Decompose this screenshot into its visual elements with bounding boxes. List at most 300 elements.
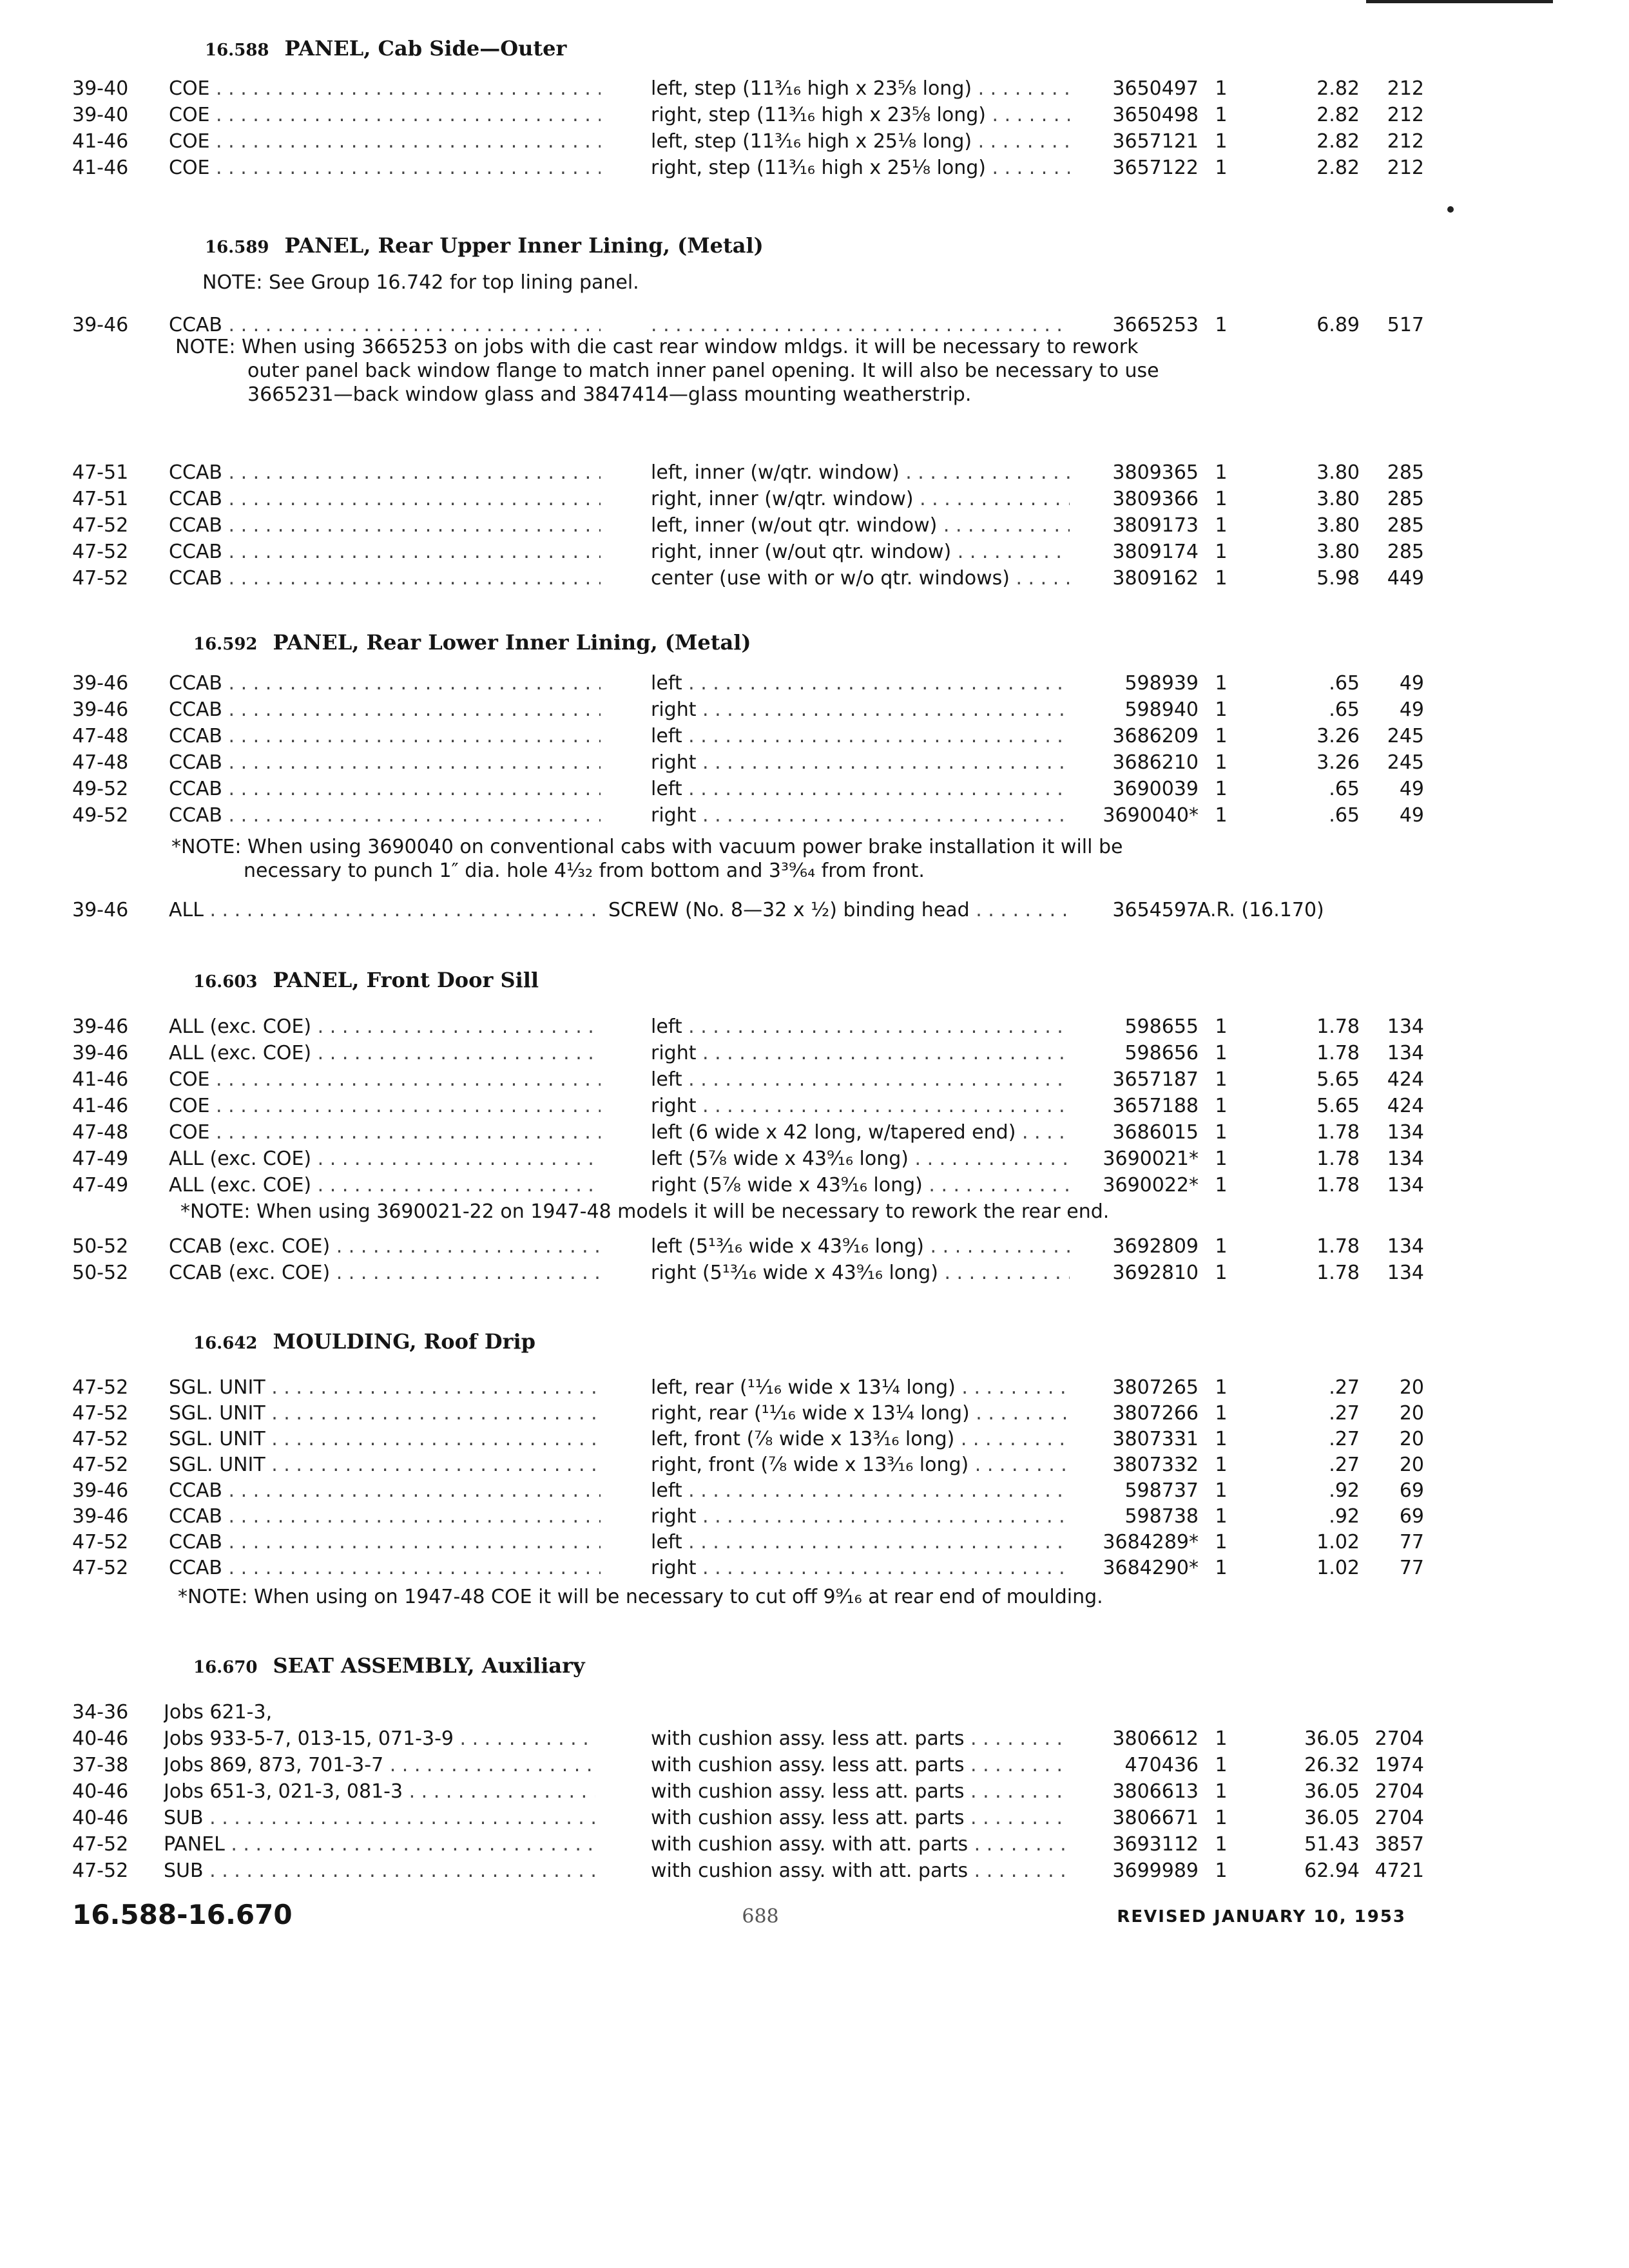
price: 6.89 [1316, 314, 1360, 336]
description: left . . . [651, 1529, 1070, 1556]
section-number: 16.603 [193, 972, 258, 992]
price: .92 [1329, 1479, 1360, 1502]
price-code: 212 [1387, 104, 1424, 126]
table-row [0, 1503, 1629, 1530]
page-number: 688 [742, 1905, 779, 1928]
model: CCAB . . . [169, 1477, 601, 1504]
price-code: 134 [1387, 1121, 1424, 1144]
quantity: 1 [1215, 1148, 1228, 1170]
note-top-lining: NOTE: See Group 16.742 for top lining panel. [202, 271, 639, 294]
section-header-16-642 [193, 1329, 535, 1354]
note-vacuum-brake: *NOTE: When using 3690040 on conventional cabs with vacuum power brake installation it will be necessary to punch 1″ dia. hole 4⅟₃₂ from bottom and 3³⁹⁄₆₄ from front. [171, 836, 1123, 882]
quantity: 1 [1215, 1015, 1228, 1038]
quantity: 1 [1215, 1531, 1228, 1553]
quantity: 1 [1215, 1860, 1228, 1882]
part-number: 3690021* [1103, 1148, 1199, 1170]
table-row [0, 776, 1629, 803]
years: 39-40 [72, 77, 129, 100]
years: 39-46 [72, 1505, 129, 1528]
table-row [0, 102, 1629, 129]
quantity: 1 [1215, 751, 1228, 774]
quantity: 1 [1215, 1454, 1228, 1476]
price: .92 [1329, 1505, 1360, 1528]
table-row [0, 802, 1629, 829]
part-number: 3806612 [1112, 1727, 1199, 1750]
years: 39-40 [72, 104, 129, 126]
section-title: PANEL, Rear Upper Inner Lining, (Metal) [284, 233, 764, 258]
model: CCAB . . . [169, 1555, 601, 1582]
part-number: 3809365 [1112, 461, 1199, 484]
part-number: 598737 [1124, 1479, 1199, 1502]
description: left, step (11³⁄₁₆ high x 25⅛ long) . . . [651, 128, 1070, 155]
price-code: 49 [1399, 698, 1424, 721]
quantity: 1 [1215, 778, 1228, 800]
description: right . . . [651, 802, 1070, 829]
model: CCAB . . . [169, 512, 601, 539]
price-code: 2704 [1374, 1807, 1424, 1829]
table-row [0, 486, 1629, 513]
years: 49-52 [72, 778, 129, 800]
table-row [0, 1260, 1629, 1287]
model: PANEL . . . [164, 1831, 595, 1858]
price-code: 449 [1387, 567, 1424, 590]
model: Jobs 869, 873, 701-3-7 . . . [164, 1752, 595, 1779]
section-header-16-589 [205, 233, 764, 258]
price-code: 134 [1387, 1042, 1424, 1064]
section-number: 16.670 [193, 1658, 258, 1677]
quantity: 1 [1215, 461, 1228, 484]
price: 62.94 [1304, 1860, 1360, 1882]
price: .27 [1329, 1376, 1360, 1399]
price-code: 285 [1387, 461, 1424, 484]
table-row [0, 1146, 1629, 1173]
model: CCAB . . . [169, 459, 601, 486]
quantity: 1 [1215, 1376, 1228, 1399]
part-number: 3807332 [1112, 1454, 1199, 1476]
price: 1.02 [1316, 1557, 1360, 1579]
table-row [0, 1555, 1629, 1582]
price: 2.82 [1316, 77, 1360, 100]
price: .65 [1329, 804, 1360, 827]
quantity: 1 [1215, 541, 1228, 563]
years: 39-46 [72, 698, 129, 721]
model: CCAB . . . [169, 749, 601, 776]
years: 41-46 [72, 1095, 129, 1117]
part-number: 3692809 [1112, 1235, 1199, 1258]
price-code: 20 [1399, 1402, 1424, 1425]
price-code: 20 [1399, 1376, 1424, 1399]
part-number: 598940 [1124, 698, 1199, 721]
years: 39-46 [72, 1042, 129, 1064]
part-number: 3690040* [1103, 804, 1199, 827]
price: 26.32 [1304, 1754, 1360, 1776]
table-row [0, 670, 1629, 697]
table-row [0, 1119, 1629, 1146]
model: Jobs 933-5-7, 013-15, 071-3-9 . . . [164, 1725, 595, 1753]
quantity: 1 [1215, 1807, 1228, 1829]
description: left . . . [651, 1066, 1070, 1093]
years: 47-52 [72, 1428, 129, 1450]
years: 49-52 [72, 804, 129, 827]
years: 47-52 [72, 1860, 129, 1882]
years: 47-49 [72, 1174, 129, 1196]
part-number: 598655 [1124, 1015, 1199, 1038]
table-row [0, 155, 1629, 182]
years: 50-52 [72, 1262, 129, 1284]
quantity: 1 [1215, 804, 1228, 827]
description: with cushion assy. less att. parts . . . [651, 1805, 1070, 1832]
price: 36.05 [1304, 1780, 1360, 1803]
section-title: PANEL, Front Door Sill [273, 968, 539, 992]
part-number: 598656 [1124, 1042, 1199, 1064]
price: 36.05 [1304, 1807, 1360, 1829]
table-row [0, 1233, 1629, 1260]
table-row [0, 565, 1629, 592]
price: 2.82 [1316, 104, 1360, 126]
model: Jobs 621-3, [164, 1701, 273, 1724]
description: right, rear (¹¹⁄₁₆ wide x 13¼ long) . . . [651, 1400, 1070, 1427]
section-title: SEAT ASSEMBLY, Auxiliary [273, 1653, 585, 1678]
quantity: 1 [1215, 157, 1228, 179]
table-row [0, 1529, 1629, 1556]
model: CCAB . . . [169, 539, 601, 566]
quantity: 1 [1215, 672, 1228, 695]
part-number: 3684290* [1103, 1557, 1199, 1579]
table-row [0, 1093, 1629, 1120]
years: 47-52 [72, 514, 129, 537]
price: .27 [1329, 1402, 1360, 1425]
part-number: 3657187 [1112, 1068, 1199, 1091]
part-number: 3806671 [1112, 1807, 1199, 1829]
years: 47-52 [72, 567, 129, 590]
model: CCAB . . . [169, 670, 601, 697]
footer-section-range: 16.588-16.670 [72, 1899, 293, 1930]
note-rework-rear-end: *NOTE: When using 3690021-22 on 1947-48 models it will be necessary to rework the rear end. [180, 1200, 1110, 1223]
price-code: 285 [1387, 541, 1424, 563]
part-number: 3807331 [1112, 1428, 1199, 1450]
model: SGL. UNIT . . . [169, 1452, 601, 1479]
price-code: 69 [1399, 1505, 1424, 1528]
years: 47-48 [72, 751, 129, 774]
part-number: 3686209 [1112, 725, 1199, 747]
model: COE . . . [169, 1093, 601, 1120]
section-title: MOULDING, Roof Drip [273, 1329, 535, 1354]
table-row [0, 1831, 1629, 1858]
years: 47-52 [72, 1833, 129, 1856]
years: 37-38 [72, 1754, 129, 1776]
quantity: 1 [1215, 1402, 1228, 1425]
part-number: 3809366 [1112, 488, 1199, 510]
table-row [0, 1374, 1629, 1401]
model: Jobs 651-3, 021-3, 081-3 . . . [164, 1778, 595, 1805]
price: 3.26 [1316, 751, 1360, 774]
table-row [0, 897, 1629, 924]
price-code: 1974 [1374, 1754, 1424, 1776]
price: 2.82 [1316, 157, 1360, 179]
model: COE . . . [169, 128, 601, 155]
years: 40-46 [72, 1807, 129, 1829]
quantity: 1 [1215, 1833, 1228, 1856]
description: left (6 wide x 42 long, w/tapered end) . . . [651, 1119, 1070, 1146]
section-number: 16.642 [193, 1334, 258, 1353]
part-number: 3807265 [1112, 1376, 1199, 1399]
quantity: 1 [1215, 1068, 1228, 1091]
quantity: 1 [1215, 1727, 1228, 1750]
table-row [0, 1426, 1629, 1453]
quantity: 1 [1215, 77, 1228, 100]
quantity: 1 [1215, 488, 1228, 510]
price-code: 245 [1387, 751, 1424, 774]
years: 50-52 [72, 1235, 129, 1258]
years: 47-52 [72, 1454, 129, 1476]
price: .27 [1329, 1454, 1360, 1476]
table-row [0, 1066, 1629, 1093]
table-row [0, 1725, 1629, 1753]
price: .65 [1329, 778, 1360, 800]
model: ALL (exc. COE) . . . [169, 1146, 601, 1173]
description: right, step (11³⁄₁₆ high x 25⅛ long) . . . [651, 155, 1070, 182]
quantity: 1 [1215, 1557, 1228, 1579]
model: CCAB . . . [169, 486, 601, 513]
model: COE . . . [169, 1066, 601, 1093]
price: .65 [1329, 672, 1360, 695]
part-number: 598738 [1124, 1505, 1199, 1528]
model: CCAB . . . [169, 1529, 601, 1556]
table-row [0, 1778, 1629, 1805]
description: with cushion assy. less att. parts . . . [651, 1752, 1070, 1779]
price: 51.43 [1304, 1833, 1360, 1856]
price-code: 212 [1387, 157, 1424, 179]
description: left, inner (w/qtr. window) . . . [651, 459, 1070, 486]
price: 3.80 [1316, 514, 1360, 537]
model: CCAB . . . [169, 697, 601, 724]
price-code: 49 [1399, 778, 1424, 800]
section-number: 16.589 [205, 238, 269, 257]
table-row [0, 75, 1629, 102]
description: left, rear (¹¹⁄₁₆ wide x 13¼ long) . . . [651, 1374, 1070, 1401]
quantity: 1 [1215, 514, 1228, 537]
table-row [0, 1172, 1629, 1199]
years: 47-52 [72, 541, 129, 563]
price: 36.05 [1304, 1727, 1360, 1750]
table-row [0, 697, 1629, 724]
price-code: 69 [1399, 1479, 1424, 1502]
model: COE . . . [169, 75, 601, 102]
quantity: 1 [1215, 1235, 1228, 1258]
price-code: 20 [1399, 1454, 1424, 1476]
corner-rule [1366, 0, 1553, 3]
section-number: 16.588 [205, 41, 269, 60]
model: CCAB (exc. COE) . . . [169, 1233, 601, 1260]
part-number: 3657121 [1112, 130, 1199, 153]
quantity: 1 [1215, 1780, 1228, 1803]
table-row [0, 1014, 1629, 1041]
model: SGL. UNIT . . . [169, 1426, 601, 1453]
years: 39-46 [72, 1479, 129, 1502]
part-number: 3654597 [1112, 899, 1199, 921]
part-number: 3684289* [1103, 1531, 1199, 1553]
description: right . . . [651, 1503, 1070, 1530]
description: with cushion assy. less att. parts . . . [651, 1725, 1070, 1753]
price: 3.80 [1316, 488, 1360, 510]
model: COE . . . [169, 102, 601, 129]
price: 1.78 [1316, 1148, 1360, 1170]
part-number: 470436 [1124, 1754, 1199, 1776]
quantity: A.R. (16.170) [1197, 899, 1324, 921]
years: 47-52 [72, 1376, 129, 1399]
price: 1.78 [1316, 1174, 1360, 1196]
part-number: 3686015 [1112, 1121, 1199, 1144]
price-code: 245 [1387, 725, 1424, 747]
price-code: 49 [1399, 804, 1424, 827]
price: 5.98 [1316, 567, 1360, 590]
years: 47-49 [72, 1148, 129, 1170]
years: 39-46 [72, 1015, 129, 1038]
quantity: 1 [1215, 1121, 1228, 1144]
price: .65 [1329, 698, 1360, 721]
years: 39-46 [72, 899, 129, 921]
years: 40-46 [72, 1727, 129, 1750]
price: 3.80 [1316, 461, 1360, 484]
years: 40-46 [72, 1780, 129, 1803]
description: left (5⅞ wide x 43⁹⁄₁₆ long) . . . [651, 1146, 1070, 1173]
description: right . . . [651, 749, 1070, 776]
years: 47-51 [72, 461, 129, 484]
table-row [0, 1699, 1629, 1726]
price: 5.65 [1316, 1095, 1360, 1117]
section-header-16-670 [193, 1653, 585, 1678]
description: SCREW (No. 8—32 x ½) binding head . . . [608, 897, 1070, 924]
section-title: PANEL, Cab Side—Outer [284, 36, 567, 61]
table-row [0, 1477, 1629, 1504]
table-row [0, 459, 1629, 486]
price-code: 2704 [1374, 1727, 1424, 1750]
price-code: 285 [1387, 514, 1424, 537]
price-code: 77 [1399, 1557, 1424, 1579]
price: 1.02 [1316, 1531, 1360, 1553]
section-header-16-603 [193, 968, 539, 992]
quantity: 1 [1215, 104, 1228, 126]
description: right . . . [651, 1093, 1070, 1120]
stray-mark [1447, 206, 1454, 213]
table-row [0, 1752, 1629, 1779]
price-code: 424 [1387, 1068, 1424, 1091]
price-code: 134 [1387, 1174, 1424, 1196]
table-row [0, 723, 1629, 750]
quantity: 1 [1215, 698, 1228, 721]
quantity: 1 [1215, 1174, 1228, 1196]
price: 1.78 [1316, 1015, 1360, 1038]
price-code: 2704 [1374, 1780, 1424, 1803]
price-code: 134 [1387, 1148, 1424, 1170]
quantity: 1 [1215, 1505, 1228, 1528]
description: left . . . [651, 670, 1070, 697]
part-number: 3693112 [1112, 1833, 1199, 1856]
price-code: 285 [1387, 488, 1424, 510]
price-code: 77 [1399, 1531, 1424, 1553]
model: SGL. UNIT . . . [169, 1400, 601, 1427]
price-code: 134 [1387, 1262, 1424, 1284]
note-die-cast-mldgs: NOTE: When using 3665253 on jobs with die cast rear window mldgs. it will be necessary to rework outer panel back window flange to match inner panel opening. It will also be necessary to use 3665231—back window glass and 3847414—glass mounting weatherstrip. [175, 336, 1159, 406]
model: ALL (exc. COE) . . . [169, 1014, 601, 1041]
price: 1.78 [1316, 1235, 1360, 1258]
model: SUB . . . [164, 1858, 595, 1885]
years: 47-51 [72, 488, 129, 510]
description: right, inner (w/qtr. window) . . . [651, 486, 1070, 513]
model: CCAB . . . [169, 723, 601, 750]
part-number: 3650497 [1112, 77, 1199, 100]
description: left, step (11³⁄₁₆ high x 23⅝ long) . . . [651, 75, 1070, 102]
years: 34-36 [72, 1701, 129, 1724]
table-row [0, 1858, 1629, 1885]
price: 2.82 [1316, 130, 1360, 153]
part-number: 3686210 [1112, 751, 1199, 774]
price-code: 212 [1387, 130, 1424, 153]
description: left . . . [651, 776, 1070, 803]
price-code: 517 [1387, 314, 1424, 336]
part-number: 3665253 [1112, 314, 1199, 336]
price: 1.78 [1316, 1121, 1360, 1144]
table-row [0, 1805, 1629, 1832]
description: left, inner (w/out qtr. window) . . . [651, 512, 1070, 539]
price-code: 134 [1387, 1235, 1424, 1258]
years: 39-46 [72, 314, 129, 336]
model: CCAB . . . [169, 565, 601, 592]
description: right . . . [651, 697, 1070, 724]
description: center (use with or w/o qtr. windows) . . . [651, 565, 1070, 592]
model: CCAB . . . [169, 312, 601, 339]
description: right (5⅞ wide x 43⁹⁄₁₆ long) . . . [651, 1172, 1070, 1199]
model: SGL. UNIT . . . [169, 1374, 601, 1401]
quantity: 1 [1215, 130, 1228, 153]
model: ALL (exc. COE) . . . [169, 1172, 601, 1199]
description: left . . . [651, 723, 1070, 750]
description: right (5¹³⁄₁₆ wide x 43⁹⁄₁₆ long) . . . [651, 1260, 1070, 1287]
part-number: 3690039 [1112, 778, 1199, 800]
note-cut-moulding: *NOTE: When using on 1947-48 COE it will be necessary to cut off 9⁹⁄₁₆ at rear end of moulding. [178, 1586, 1103, 1608]
price-code: 134 [1387, 1015, 1424, 1038]
revision-date: REVISED JANUARY 10, 1953 [1117, 1907, 1406, 1927]
table-row [0, 512, 1629, 539]
section-number: 16.592 [193, 635, 258, 654]
price-code: 4721 [1374, 1860, 1424, 1882]
price-code: 212 [1387, 77, 1424, 100]
model: COE . . . [169, 155, 601, 182]
section-header-16-592 [193, 630, 751, 655]
price: 1.78 [1316, 1042, 1360, 1064]
quantity: 1 [1215, 1754, 1228, 1776]
price: 1.78 [1316, 1262, 1360, 1284]
part-number: 3809174 [1112, 541, 1199, 563]
part-number: 3809162 [1112, 567, 1199, 590]
years: 47-52 [72, 1531, 129, 1553]
description: with cushion assy. with att. parts . . . [651, 1858, 1070, 1885]
section-header-16-588 [205, 36, 566, 61]
price: 3.26 [1316, 725, 1360, 747]
price-code: 20 [1399, 1428, 1424, 1450]
table-row [0, 128, 1629, 155]
table-row [0, 1400, 1629, 1427]
quantity: 1 [1215, 1042, 1228, 1064]
price: .27 [1329, 1428, 1360, 1450]
quantity: 1 [1215, 1095, 1228, 1117]
description: left (5¹³⁄₁₆ wide x 43⁹⁄₁₆ long) . . . [651, 1233, 1070, 1260]
years: 47-48 [72, 1121, 129, 1144]
model: SUB . . . [164, 1805, 595, 1832]
part-number: 3692810 [1112, 1262, 1199, 1284]
part-number: 3699989 [1112, 1860, 1199, 1882]
table-row [0, 539, 1629, 566]
